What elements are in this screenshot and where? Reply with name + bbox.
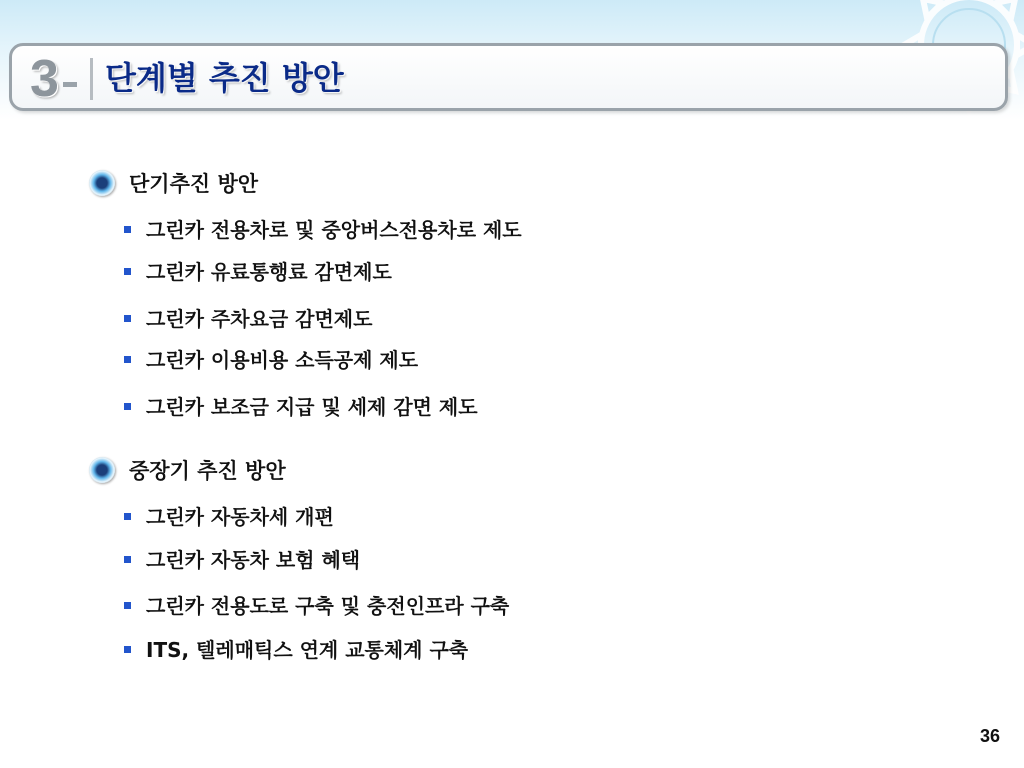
list-item-text: 그린카 보조금 지급 및 세제 감면 제도 (146, 395, 478, 419)
list-item (124, 502, 774, 532)
blue-orb-icon (89, 457, 115, 483)
list-item (124, 591, 774, 621)
list-item (124, 345, 774, 375)
section-title: 중장기 추진 방안 (129, 459, 286, 483)
list-item (124, 392, 774, 422)
page-number: 36 (979, 726, 1000, 746)
square-bullet-icon (124, 556, 131, 563)
list-item-text: 그린카 자동차 보험 혜택 (146, 548, 361, 572)
title-divider (90, 58, 93, 100)
list-item (124, 635, 774, 665)
section-number: 3 (30, 50, 59, 108)
list-item (124, 257, 774, 287)
list-item-text: 그린카 전용차로 및 중앙버스전용차로 제도 (146, 218, 522, 242)
blue-orb-icon (89, 170, 115, 196)
section-short-term (88, 166, 788, 202)
square-bullet-icon (124, 356, 131, 363)
list-item-text: ITS, 텔레매틱스 연계 교통체계 구축 (146, 638, 469, 662)
square-bullet-icon (124, 646, 131, 653)
square-bullet-icon (124, 513, 131, 520)
list-item-text: 그린카 이용비용 소득공제 제도 (146, 348, 419, 372)
square-bullet-icon (124, 403, 131, 410)
square-bullet-icon (124, 226, 131, 233)
list-item-text: 그린카 자동차세 개편 (146, 505, 334, 529)
square-bullet-icon (124, 315, 131, 322)
square-bullet-icon (124, 602, 131, 609)
list-item-text: 그린카 유료통행료 감면제도 (146, 260, 392, 284)
list-item (124, 545, 774, 575)
list-item (124, 304, 774, 334)
section-long-term (88, 453, 788, 489)
list-item-text: 그린카 주차요금 감면제도 (146, 307, 373, 331)
list-item (124, 215, 774, 245)
page-title: 단계별 추진 방안 (105, 59, 344, 97)
section-number-dash (63, 82, 77, 87)
list-item-text: 그린카 전용도로 구축 및 충전인프라 구축 (146, 594, 510, 618)
square-bullet-icon (124, 268, 131, 275)
section-title: 단기추진 방안 (129, 172, 259, 196)
